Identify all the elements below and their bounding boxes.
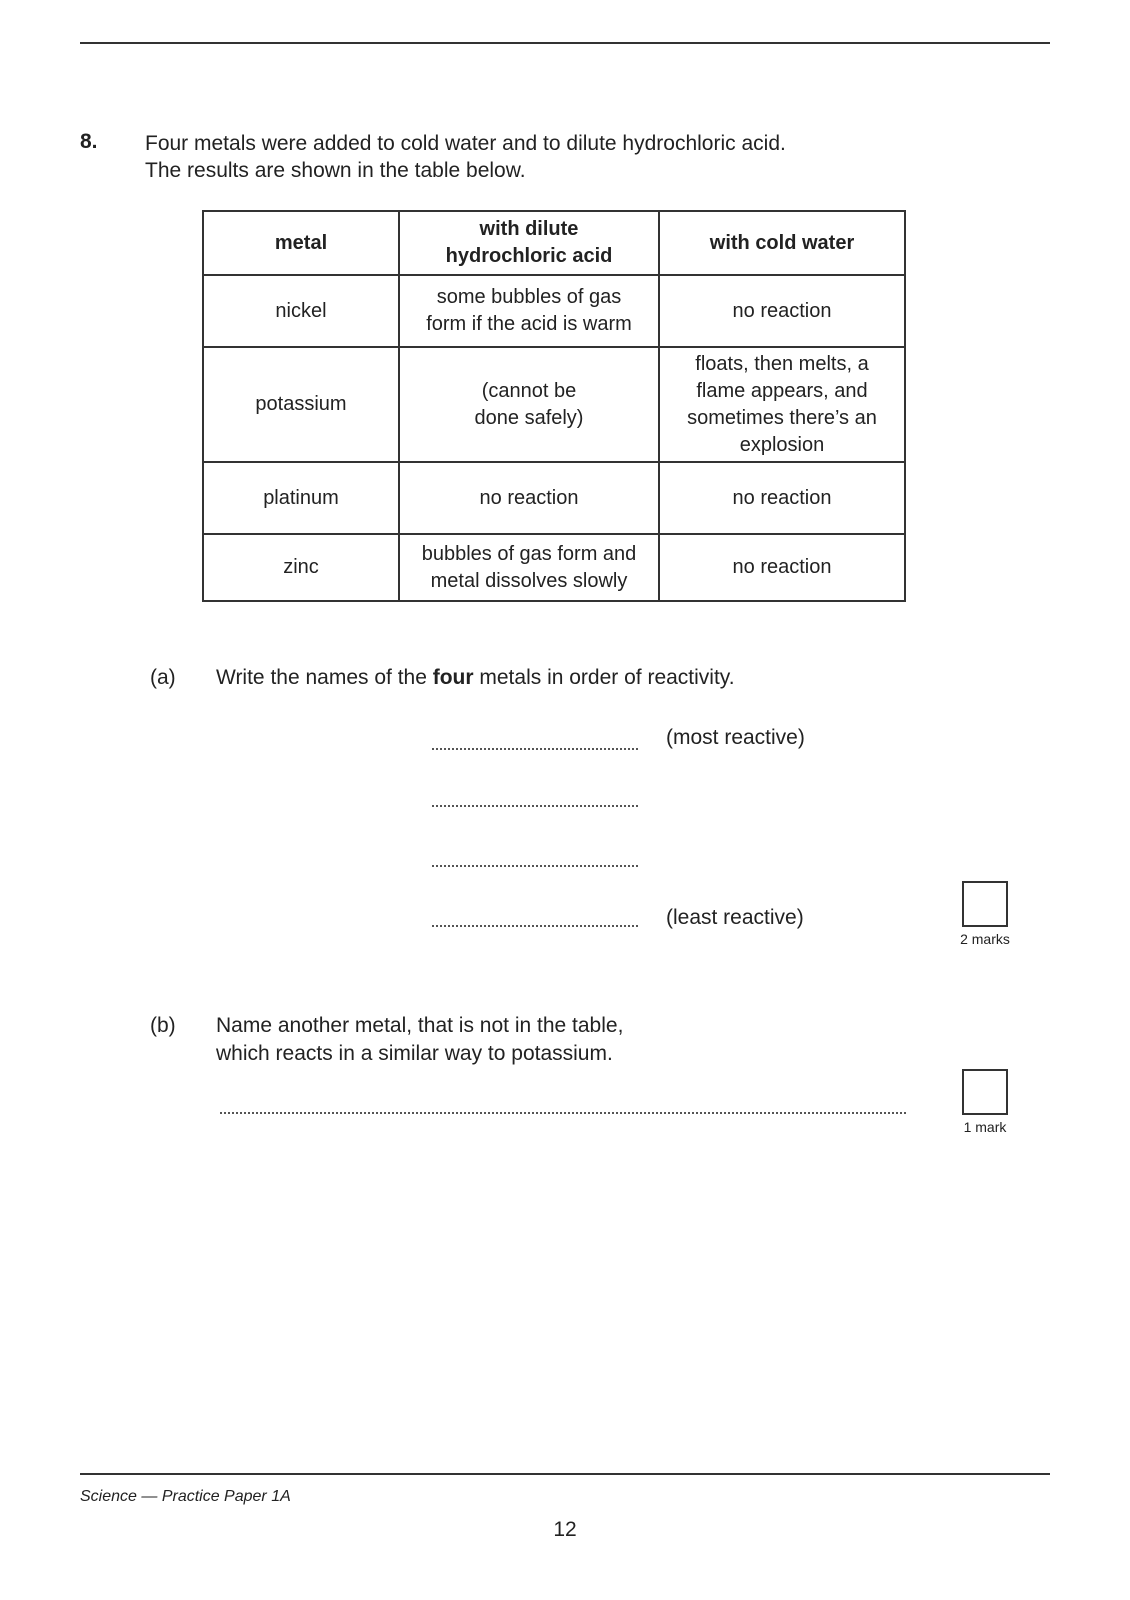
footer-rule <box>80 1473 1050 1475</box>
most-reactive-label: (most reactive) <box>666 726 805 749</box>
cell-water: no reaction <box>659 462 905 534</box>
cell-acid-line: (cannot be <box>481 379 577 402</box>
mark-box-part-b[interactable] <box>962 1069 1008 1115</box>
part-b-label: (b) <box>150 1014 176 1037</box>
table-row-potassium <box>203 347 905 462</box>
cell-water-line: floats, then melts, a <box>695 352 869 375</box>
answer-line-2[interactable] <box>432 805 638 807</box>
cell-water-line: sometimes there’s an <box>687 406 877 429</box>
answer-line-4[interactable] <box>432 925 638 927</box>
cell-acid: no reaction <box>399 462 659 534</box>
answer-line-part-b[interactable] <box>220 1112 906 1114</box>
header-acid <box>399 211 659 275</box>
top-rule <box>80 42 1050 44</box>
part-b-line-1: Name another metal, that is not in the table, <box>216 1014 624 1037</box>
intro-line-2: The results are shown in the table below. <box>145 159 526 182</box>
cell-water: no reaction <box>659 534 905 601</box>
header-water: with cold water <box>659 211 905 275</box>
table-row-nickel <box>203 275 905 347</box>
table-row-platinum <box>203 462 905 534</box>
footer-paper-title: Science — Practice Paper 1A <box>80 1488 291 1505</box>
mark-box-part-a[interactable] <box>962 881 1008 927</box>
header-acid-line-2: hydrochloric acid <box>445 245 613 267</box>
cell-metal: zinc <box>203 534 399 601</box>
cell-acid-line: some bubbles of gas <box>436 286 622 308</box>
part-b-question <box>216 1012 623 1068</box>
cell-water: no reaction <box>659 275 905 347</box>
part-a-text-before: Write the names of the <box>216 666 433 689</box>
cell-water <box>659 347 905 462</box>
cell-acid-line: metal dissolves slowly <box>430 569 628 592</box>
cell-acid-line: done safely) <box>474 406 584 429</box>
cell-acid <box>399 275 659 347</box>
part-a-question <box>216 666 735 690</box>
cell-water-line: explosion <box>739 433 825 456</box>
header-acid-line-1: with dilute <box>479 218 579 240</box>
results-table <box>202 210 906 602</box>
question-intro <box>145 130 786 184</box>
cell-acid <box>399 534 659 601</box>
intro-line-1: Four metals were added to cold water and to dilute hydrochloric acid. <box>145 132 786 155</box>
cell-acid <box>399 347 659 462</box>
cell-acid-line: bubbles of gas form and <box>421 542 637 565</box>
table-header-row <box>203 211 905 275</box>
marks-label-part-b: 1 mark <box>963 1119 1007 1135</box>
page-number: 12 <box>553 1518 577 1541</box>
question-number: 8. <box>80 130 98 153</box>
answer-line-1[interactable] <box>432 748 638 750</box>
cell-metal: nickel <box>203 275 399 347</box>
marks-label-part-a: 2 marks <box>960 931 1010 947</box>
least-reactive-label: (least reactive) <box>666 906 804 929</box>
cell-acid-line: form if the acid is warm <box>426 313 632 335</box>
answer-line-3[interactable] <box>432 865 638 867</box>
header-metal: metal <box>203 211 399 275</box>
cell-metal: potassium <box>203 347 399 462</box>
part-a-text-after: metals in order of reactivity. <box>473 666 735 689</box>
part-b-line-2: which reacts in a similar way to potassium. <box>216 1042 613 1065</box>
part-a-label: (a) <box>150 666 176 689</box>
table-row-zinc <box>203 534 905 601</box>
part-a-text-bold: four <box>432 666 474 689</box>
cell-water-line: flame appears, and <box>696 379 868 402</box>
cell-metal: platinum <box>203 462 399 534</box>
